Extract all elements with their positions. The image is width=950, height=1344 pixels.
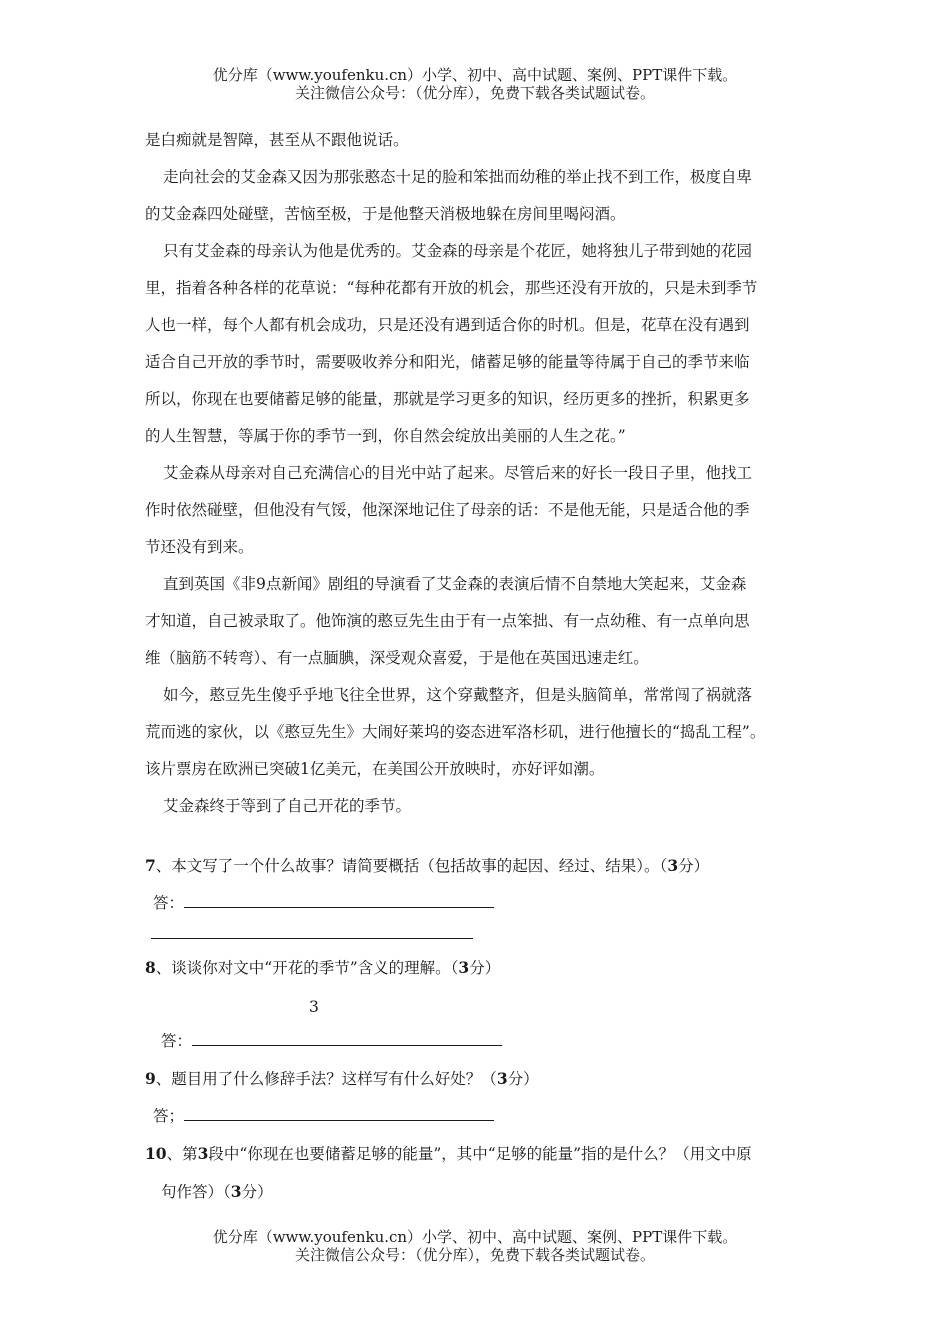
page-header [0, 66, 950, 102]
text-line: 人也一样，每个人都有机会成功，只是还没有遇到适合你的时机。但是，花草在没有遇到 [145, 316, 750, 334]
text-line: 节还没有到来。 [145, 538, 254, 556]
question-number: 7 [145, 856, 156, 875]
passage-paragraph-0 [145, 122, 813, 159]
question-number: 9 [145, 1069, 156, 1088]
answer-blank-line[interactable] [184, 891, 494, 908]
text-line: 该片票房在欧洲已突破1亿美元，在美国公开放映时，亦好评如潮。 [145, 760, 605, 778]
header-line-2: 关注微信公众号：（优分库），免费下载各类试题试卷。 [294, 84, 655, 102]
text-line: 维（脑筋不转弯）、有一点腼腆，深受观众喜爱，于是他在英国迅速走红。 [145, 649, 649, 667]
answer-label: 答： [153, 894, 185, 912]
question-paragraph-ref: 3 [197, 1144, 209, 1163]
question-text: 、题目用了什么修辞手法？这样写有什么好处？（ [155, 1070, 497, 1088]
answer-9 [153, 1098, 813, 1135]
answer-blank-line[interactable] [192, 1029, 502, 1046]
question-9 [145, 1060, 813, 1098]
passage-paragraph-4 [145, 566, 813, 677]
answer-blank-line-2[interactable] [151, 938, 473, 939]
page-footer [0, 1228, 950, 1264]
text-line: 所以，你现在也要储蓄足够的能量，那就是学习更多的知识，经历更多的挫折，积累更多 [145, 390, 750, 408]
text-line: 只有艾金森的母亲认为他是优秀的。艾金森的母亲是个花匠，她将独儿子带到她的花园 [163, 242, 753, 260]
question-text: 、谈谈你对文中“开花的季节”含义的理解。（ [155, 959, 459, 977]
answer-label: 答； [153, 1107, 185, 1125]
text-line: 适合自己开放的季节时，需要吸收养分和阳光，储蓄足够的能量等待属于自己的季节来临 [145, 353, 750, 371]
text-line: 里，指着各种各样的花草说：“每种花都有开放的机会，那些还没有开放的，只是未到季节 [145, 279, 758, 297]
text-line: 作时依然碰壁，但他没有气馁，他深深地记住了母亲的话：不是他无能，只是适合他的季 [145, 501, 750, 519]
answer-8 [161, 1023, 813, 1060]
question-score-unit: 分） [507, 1070, 539, 1088]
passage-paragraph-3 [145, 455, 813, 566]
footer-line-2: 关注微信公众号：（优分库），免费下载各类试题试卷。 [294, 1246, 655, 1264]
text-line: 艾金森终于等到了自己开花的季节。 [163, 797, 412, 815]
question-number: 10 [145, 1144, 167, 1163]
question-number: 8 [145, 958, 156, 977]
text-line: 才知道，自己被录取了。他饰演的憨豆先生由于有一点笨拙、有一点幼稚、有一点单向思 [145, 612, 750, 630]
question-7 [145, 847, 813, 885]
question-10-line-2 [145, 1173, 813, 1211]
header-line-1: 优分库（www.youfenku.cn）小学、初中、高中试题、案例、PPT课件下载。 [212, 66, 738, 84]
answer-label: 答： [161, 1032, 193, 1050]
text-line: 直到英国《非9点新闻》剧组的导演看了艾金森的表演后情不自禁地大笑起来，艾金森 [163, 575, 747, 593]
question-score: 3 [230, 1182, 242, 1201]
text-line: 是白痴就是智障，甚至从不跟他说话。 [145, 131, 409, 149]
question-score-unit: 分） [678, 857, 710, 875]
passage-paragraph-6 [145, 788, 813, 825]
question-8 [145, 949, 813, 987]
question-text-3: 句作答）（ [161, 1183, 231, 1201]
question-score: 3 [496, 1069, 508, 1088]
question-score: 3 [458, 958, 470, 977]
page-number: 3 [309, 998, 319, 1016]
question-text-2: 段中“你现在也要储蓄足够的能量”，其中“足够的能量”指的是什么？（用文中原 [208, 1145, 752, 1163]
answer-blank-line[interactable] [184, 1104, 494, 1121]
question-text: 、本文写了一个什么故事？请简要概括（包括故事的起因、经过、结果）。（ [155, 857, 668, 875]
text-line: 艾金森从母亲对自己充满信心的目光中站了起来。尽管后来的好长一段日子里，他找工 [163, 464, 753, 482]
text-line: 的人生智慧，等属于你的季节一到，你自然会绽放出美丽的人生之花。” [145, 427, 626, 445]
text-line: 如今，憨豆先生傻乎乎地飞往全世界，这个穿戴整齐，但是头脑简单，常常闯了祸就落 [163, 686, 753, 704]
text-line: 走向社会的艾金森又因为那张憨态十足的脸和笨拙而幼稚的举止找不到工作，极度自卑 [163, 168, 753, 186]
question-score: 3 [667, 856, 679, 875]
page-content [145, 122, 813, 1211]
footer-line-1: 优分库（www.youfenku.cn）小学、初中、高中试题、案例、PPT课件下载。 [212, 1228, 738, 1246]
text-line: 荒而逃的家伙，以《憨豆先生》大闹好莱坞的姿态进军洛杉矶，进行他擅长的“捣乱工程”。 [145, 723, 766, 741]
question-10 [145, 1135, 813, 1173]
question-text: 、第 [166, 1145, 198, 1163]
passage-paragraph-1 [145, 159, 813, 233]
passage-paragraph-2 [145, 233, 813, 455]
question-score-unit: 分） [241, 1183, 273, 1201]
question-score-unit: 分） [469, 959, 501, 977]
answer-7 [153, 885, 813, 922]
text-line: 的艾金森四处碰壁，苦恼至极，于是他整天消极地躲在房间里喝闷酒。 [145, 205, 626, 223]
passage-paragraph-5 [145, 677, 813, 788]
